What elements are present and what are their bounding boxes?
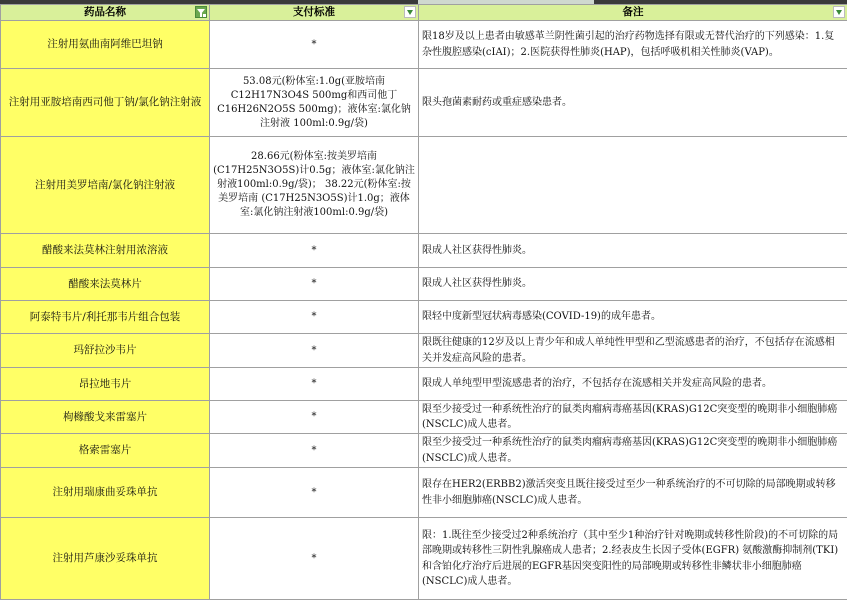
remarks-cell[interactable]: 限存在HER2(ERBB2)激活突变且既往接受过至少一种系统治疗的不可切除的局部晚期或转移性非小细胞肺癌(NSCLC)成人患者。 xyxy=(419,468,847,518)
header-row xyxy=(1,5,847,21)
table-row xyxy=(1,368,847,401)
payment-standard-cell[interactable]: * xyxy=(210,21,419,69)
drug-name-cell[interactable]: 注射用瑞康曲妥珠单抗 xyxy=(1,468,210,518)
drug-name-cell[interactable]: 玛舒拉沙韦片 xyxy=(1,334,210,368)
drug-name-cell[interactable]: 阿泰特韦片/利托那韦片组合包装 xyxy=(1,301,210,334)
payment-standard-cell[interactable]: * xyxy=(210,334,419,368)
remarks-cell[interactable]: 限：1.既往至少接受过2种系统治疗（其中至少1种治疗针对晚期或转移性阶段)的不可切除的局部晚期或转移性三阴性乳腺癌成人患者；2.经表皮生长因子受体(EGFR) 氨酸激酶抑制剂(TKI)和含铂化疗治疗后进展的EGFR基因突变阳性的局部晚期或转移性非鳞状非小细胞肺癌(NSCLC)成人患者。 xyxy=(419,518,847,600)
remarks-cell[interactable]: 限成人社区获得性肺炎。 xyxy=(419,268,847,301)
remarks-cell[interactable]: 限轻中度新型冠状病毒感染(COVID-19)的成年患者。 xyxy=(419,301,847,334)
payment-standard-cell[interactable]: * xyxy=(210,434,419,468)
drug-name-cell[interactable]: 昂拉地韦片 xyxy=(1,368,210,401)
dropdown-arrow-icon[interactable] xyxy=(404,6,416,18)
table-row xyxy=(1,234,847,268)
drug-name-cell[interactable]: 注射用氨曲南阿维巴坦钠 xyxy=(1,21,210,69)
drug-name-cell[interactable]: 注射用亚胺培南西司他丁钠/氯化钠注射液 xyxy=(1,69,210,137)
payment-standard-cell[interactable]: * xyxy=(210,268,419,301)
table-row xyxy=(1,137,847,234)
table-row xyxy=(1,21,847,69)
payment-standard-cell[interactable]: * xyxy=(210,301,419,334)
payment-standard-cell[interactable]: * xyxy=(210,468,419,518)
payment-standard-cell[interactable]: * xyxy=(210,234,419,268)
table-row xyxy=(1,401,847,434)
table-row xyxy=(1,468,847,518)
table-row xyxy=(1,301,847,334)
drug-name-cell[interactable]: 注射用美罗培南/氯化钠注射液 xyxy=(1,137,210,234)
column-header-label: 药品名称 xyxy=(84,6,126,18)
remarks-cell[interactable]: 限成人单纯型甲型流感患者的治疗，不包括存在流感相关并发症高风险的患者。 xyxy=(419,368,847,401)
drug-name-cell[interactable]: 注射用芦康沙妥珠单抗 xyxy=(1,518,210,600)
payment-standard-cell[interactable]: * xyxy=(210,518,419,600)
payment-standard-cell[interactable]: 53.08元(粉体室:1.0g(亚胺培南C12H17N3O4S 500mg和西司他丁C16H26N2O5S 500mg)；液体室:氯化钠注射液 100ml:0.9g/袋) xyxy=(210,69,419,137)
drug-name-cell[interactable]: 格索雷塞片 xyxy=(1,434,210,468)
column-header-label: 支付标准 xyxy=(293,6,335,18)
drug-name-cell[interactable]: 醋酸来法莫林注射用浓溶液 xyxy=(1,234,210,268)
drug-table xyxy=(0,4,847,600)
dropdown-arrow-icon[interactable] xyxy=(833,6,845,18)
remarks-cell[interactable]: 限既往健康的12岁及以上青少年和成人单纯性甲型和乙型流感患者的治疗，不包括存在流感相关并发症高风险的患者。 xyxy=(419,334,847,368)
remarks-cell[interactable]: 限头孢菌素耐药或重症感染患者。 xyxy=(419,69,847,137)
column-header-drug-name[interactable] xyxy=(1,5,210,21)
table-row xyxy=(1,434,847,468)
column-header-label: 备注 xyxy=(622,6,644,18)
remarks-cell[interactable] xyxy=(419,137,847,234)
table-row xyxy=(1,518,847,600)
remarks-cell[interactable]: 限至少接受过一种系统性治疗的鼠类肉瘤病毒癌基因(KRAS)G12C突变型的晚期非小细胞肺癌(NSCLC)成人患者。 xyxy=(419,401,847,434)
table-row xyxy=(1,69,847,137)
column-header-remarks[interactable] xyxy=(419,5,847,21)
remarks-cell[interactable]: 限成人社区获得性肺炎。 xyxy=(419,234,847,268)
payment-standard-cell[interactable]: * xyxy=(210,401,419,434)
payment-standard-cell[interactable]: 28.66元(粉体室:按美罗培南(C17H25N3O5S)计0.5g；液体室:氯化钠注射液100ml:0.9g/袋)； 38.22元(粉体室:按美罗培南 (C17H25N3O5S)计1.0g；液体室:氯化钠注射液100ml:0.9g/袋) xyxy=(210,137,419,234)
drug-name-cell[interactable]: 醋酸来法莫林片 xyxy=(1,268,210,301)
funnel-filter-icon[interactable] xyxy=(195,6,207,18)
remarks-cell[interactable]: 限至少接受过一种系统性治疗的鼠类肉瘤病毒癌基因(KRAS)G12C突变型的晚期非小细胞肺癌(NSCLC)成人患者。 xyxy=(419,434,847,468)
drug-name-cell[interactable]: 枸橼酸戈来雷塞片 xyxy=(1,401,210,434)
payment-standard-cell[interactable]: * xyxy=(210,368,419,401)
remarks-cell[interactable]: 限18岁及以上患者由敏感革兰阴性菌引起的治疗药物选择有限或无替代治疗的下列感染：1.复杂性腹腔感染(cIAI)；2.医院获得性肺炎(HAP)，包括呼吸机相关性肺炎(VAP)。 xyxy=(419,21,847,69)
column-header-payment-standard[interactable] xyxy=(210,5,419,21)
table-row xyxy=(1,334,847,368)
table-row xyxy=(1,268,847,301)
